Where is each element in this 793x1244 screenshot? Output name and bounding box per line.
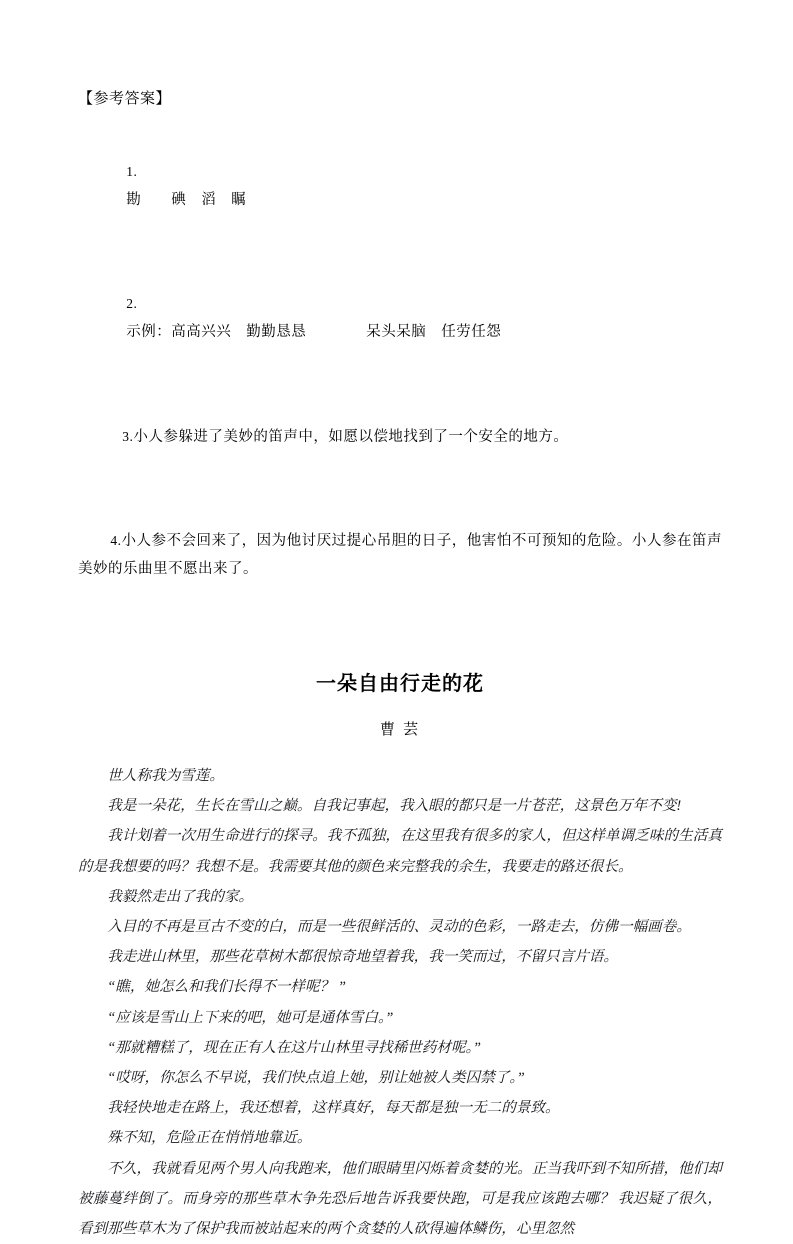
- article-dialogue-line: “应该是雪山上下来的吧，她可是通体雪白。”: [107, 1009, 394, 1026]
- article-body: [78, 761, 722, 1244]
- answer-item: [78, 264, 722, 374]
- answer-item-number: 2.: [126, 296, 138, 312]
- article-dialogue-line: “那就糟糕了，现在正有人在这片山林里寻找稀世药材呢。”: [107, 1039, 481, 1056]
- article-paragraph: 不久，我就看见两个男人向我跑来，他们眼睛里闪烁着贪婪的光。正当我吓到不知所措，他们却被藤蔓绊倒了。而身旁的那些草木争先恐后地告诉我要快跑，可是我应该跑去哪？ 我迟疑了很久，看到那些草木为了保护我而被站起来的两个贪婪的人砍得遍体鳞伤，心里忽然: [78, 1160, 722, 1237]
- article-paragraph: 入目的不再是亘古不变的白，而是一些很鲜活的、灵动的色彩，一路走去，仿佛一幅画卷。: [107, 918, 691, 935]
- answer-item-text: 勘 碘 滔 瞩: [126, 191, 247, 208]
- article-paragraph: 我计划着一次用生命进行的探寻。我不孤独，在这里我有很多的家人，但这样单调乏味的生活真的是我想要的吗？我想不是。我需要其他的颜色来完整我的余生，我要走的路还很长。: [78, 828, 722, 875]
- article-paragraph: 世人称我为雪莲。: [107, 767, 224, 784]
- answer-item-text: 示例：高高兴兴 勤勤恳恳 呆头呆脑 任劳任怨: [126, 324, 502, 341]
- answer-item-text: 小人参躲进了美妙的笛声中，如愿以偿地找到了一个安全的地方。: [133, 428, 569, 445]
- answer-key-heading: 【参考答案】: [78, 90, 172, 107]
- page-content: [78, 0, 722, 1244]
- answer-item-text: 小人参不会回来了，因为他讨厌过提心吊胆的日子，他害怕不可预知的危险。小人参在笛声美妙的乐曲里不愿出来了。: [78, 533, 722, 577]
- answer-item: [78, 132, 722, 242]
- answer-item: [78, 396, 722, 479]
- answer-item-number: 3.: [122, 428, 134, 444]
- article-dialogue-line: “瞧，她怎么和我们长得不一样呢？ ”: [107, 979, 346, 996]
- article-author: 曹 芸: [379, 720, 421, 738]
- article-paragraph: 我是一朵花，生长在雪山之巅。自我记事起，我入眼的都只是一片苍茫，这景色万年不变!: [107, 798, 682, 815]
- answer-item-number: 4.: [110, 533, 122, 549]
- answer-item-number: 1.: [126, 164, 138, 180]
- answer-key-section: [78, 88, 722, 611]
- article-dialogue-line: “哎呀，你怎么不早说，我们快点追上她，别让她被人类囚禁了。”: [107, 1069, 525, 1086]
- article-paragraph: 我毅然走出了我的家。: [107, 888, 254, 905]
- answer-item: [78, 501, 722, 611]
- article-paragraph: 我轻快地走在路上，我还想着，这样真好，每天都是独一无二的景致。: [107, 1100, 560, 1117]
- article-paragraph: 殊不知，危险正在悄悄地靠近。: [107, 1130, 312, 1147]
- article-title: 一朵自由行走的花: [316, 672, 484, 695]
- article-paragraph: 我走进山林里，那些花草树木都很惊奇地望着我，我一笑而过，不留只言片语。: [107, 949, 618, 966]
